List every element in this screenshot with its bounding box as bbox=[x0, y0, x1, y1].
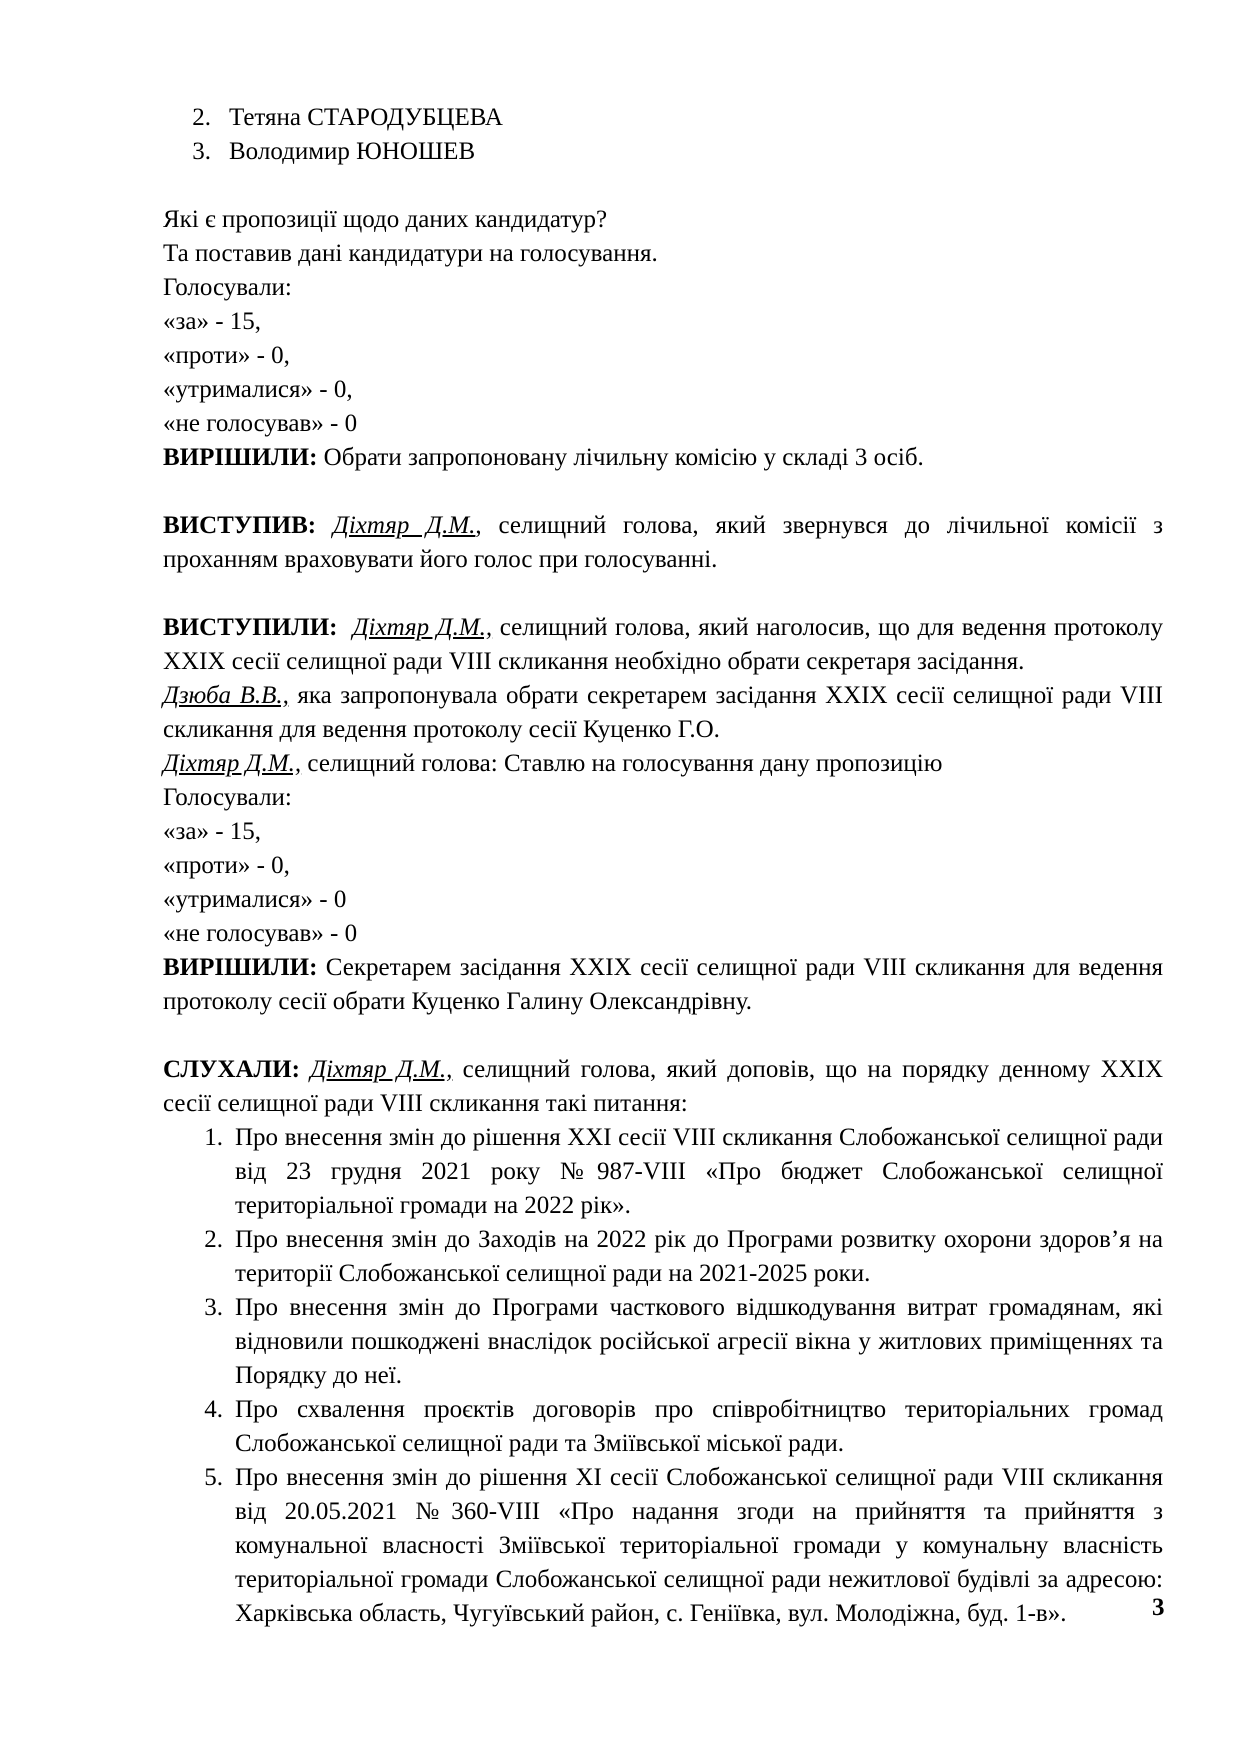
list-item bbox=[163, 135, 1163, 169]
proposal-paragraph bbox=[163, 679, 1163, 747]
decision-paragraph bbox=[163, 951, 1163, 1019]
page-number: 3 bbox=[1152, 1594, 1165, 1621]
decision-text: Обрати запропоновану лічильну комісію у складі 3 осіб. bbox=[317, 444, 924, 471]
counting-commission-vote bbox=[163, 203, 1163, 475]
decision-label: ВИРІШИЛИ: bbox=[163, 444, 318, 471]
agenda-item-text: Про внесення змін до рішення XI сесії Слобожанської селищної ради VIII скликання від 20.05.2021 №360-VIII «Про надання згоди на прийняття та прийняття з комунальної власності Зміївської територіальної громади у комунальну власність територіальної громади Слобожанської селищної ради нежитлової будівлі за адресою: Харківська область, Чугуївський район, с. Геніївка, вул. Молодіжна, буд. 1-в». bbox=[235, 1464, 1163, 1627]
spacer bbox=[163, 169, 1163, 203]
agenda-item-text: Про схвалення проєктів договорів про співробітництво територіальних громад Слобожанської селищної ради та Зміївської міської ради. bbox=[235, 1396, 1163, 1457]
agenda-item bbox=[163, 1121, 1163, 1223]
decision-line bbox=[163, 441, 1163, 475]
vote-not-voted: «не голосував» - 0 bbox=[163, 410, 358, 437]
agenda-item-number: 3. bbox=[204, 1294, 223, 1321]
agenda-item-number: 4. bbox=[204, 1396, 223, 1423]
spacer bbox=[163, 577, 1163, 611]
document-body bbox=[163, 101, 1163, 1631]
heard-paragraph bbox=[163, 1053, 1163, 1121]
list-item-number: 3. bbox=[192, 138, 211, 165]
agenda-item-text: Про внесення змін до Заходів на 2022 рік до Програми розвитку охорони здоров’я на території Слобожанської селищної ради на 2021-2025 роки. bbox=[235, 1226, 1163, 1287]
speakers-label: ВИСТУПИЛИ: bbox=[163, 614, 338, 641]
list-item bbox=[163, 101, 1163, 135]
vote-against: «проти» - 0, bbox=[163, 852, 290, 879]
speaker-statement bbox=[163, 509, 1163, 577]
vote-not-voted: «не голосував» - 0 bbox=[163, 920, 358, 947]
secretary-election bbox=[163, 611, 1163, 1019]
agenda-item bbox=[163, 1291, 1163, 1393]
vote-abstained: «утрималися» - 0 bbox=[163, 886, 347, 913]
speaker-text: , селищний голова, який звернувся до лічильної комісії з проханням враховувати його голос при голосуванні. bbox=[163, 512, 1164, 573]
speaker-name: Діхтяр Д.М., bbox=[352, 614, 493, 641]
vote-against: «проти» - 0, bbox=[163, 342, 290, 369]
heard-label: СЛУХАЛИ: bbox=[163, 1056, 300, 1083]
vote-for: «за» - 15, bbox=[163, 308, 262, 335]
spacer bbox=[163, 475, 1163, 509]
put-to-vote-line bbox=[163, 747, 1163, 781]
agenda-item-number: 2. bbox=[204, 1226, 223, 1253]
voted-label: Голосували: bbox=[163, 784, 292, 811]
chair-text: селищний голова: Ставлю на голосування дану пропозицію bbox=[301, 750, 943, 777]
agenda-item bbox=[163, 1393, 1163, 1461]
question-line: Які є пропозиції щодо даних кандидатур? bbox=[163, 206, 608, 233]
speaker-text: селищний голова, який наголосив, що для ведення протоколу XXIX сесії селищної ради VIII скликання необхідно обрати секретаря засідання. bbox=[163, 614, 1163, 675]
voted-label: Голосували: bbox=[163, 274, 292, 301]
heard-text: селищний голова, який доповів, що на порядку денному XXIX сесії селищної ради VIII скликання такі питання: bbox=[163, 1056, 1163, 1117]
decision-label: ВИРІШИЛИ: bbox=[163, 954, 318, 981]
put-to-vote-line: Та поставив дані кандидатури на голосування. bbox=[163, 240, 658, 267]
agenda-item-text: Про внесення змін до Програми часткового відшкодування витрат громадянам, які відновили пошкоджені внаслідок російської агресії вікна у житлових приміщеннях та Порядку до неї. bbox=[235, 1294, 1163, 1389]
agenda-item-text: Про внесення змін до рішення XXI сесії VIII скликання Слобожанської селищної ради від 23 грудня 2021 року №987-VIII «Про бюджет Слобожанської селищної територіальної громади на 2022 рік». bbox=[235, 1124, 1163, 1219]
vote-abstained: «утрималися» - 0, bbox=[163, 376, 353, 403]
agenda-section bbox=[163, 1053, 1163, 1631]
agenda-list bbox=[163, 1121, 1163, 1631]
reporter-name: Діхтяр Д.М., bbox=[310, 1056, 453, 1083]
list-item-name: Володимир ЮНОШЕВ bbox=[229, 138, 476, 165]
spacer bbox=[163, 1019, 1163, 1053]
speaker-name: Діхтяр Д.М. bbox=[332, 512, 476, 539]
list-item-name: Тетяна СТАРОДУБЦЕВА bbox=[229, 104, 503, 131]
speaker-label: ВИСТУПИВ: bbox=[163, 512, 317, 539]
proposer-name: Дзюба В.В., bbox=[163, 682, 289, 709]
decision-text: Секретарем засідання XXIX сесії селищної ради VIII скликання для ведення протоколу сесії обрати Куценко Галину Олександрівну. bbox=[163, 954, 1163, 1015]
proposal-text: яка запропонувала обрати секретарем засідання XXIX сесії селищної ради VIII скликання для ведення протоколу сесії Куценко Г.О. bbox=[163, 682, 1163, 743]
agenda-item bbox=[163, 1223, 1163, 1291]
speakers-paragraph bbox=[163, 611, 1163, 679]
agenda-item bbox=[163, 1461, 1163, 1631]
chair-name: Діхтяр Д.М., bbox=[163, 750, 302, 777]
agenda-item-number: 5. bbox=[204, 1464, 223, 1491]
list-item-number: 2. bbox=[192, 104, 211, 131]
agenda-item-number: 1. bbox=[204, 1124, 223, 1151]
vote-for: «за» - 15, bbox=[163, 818, 262, 845]
counting-commission-list bbox=[163, 101, 1163, 169]
